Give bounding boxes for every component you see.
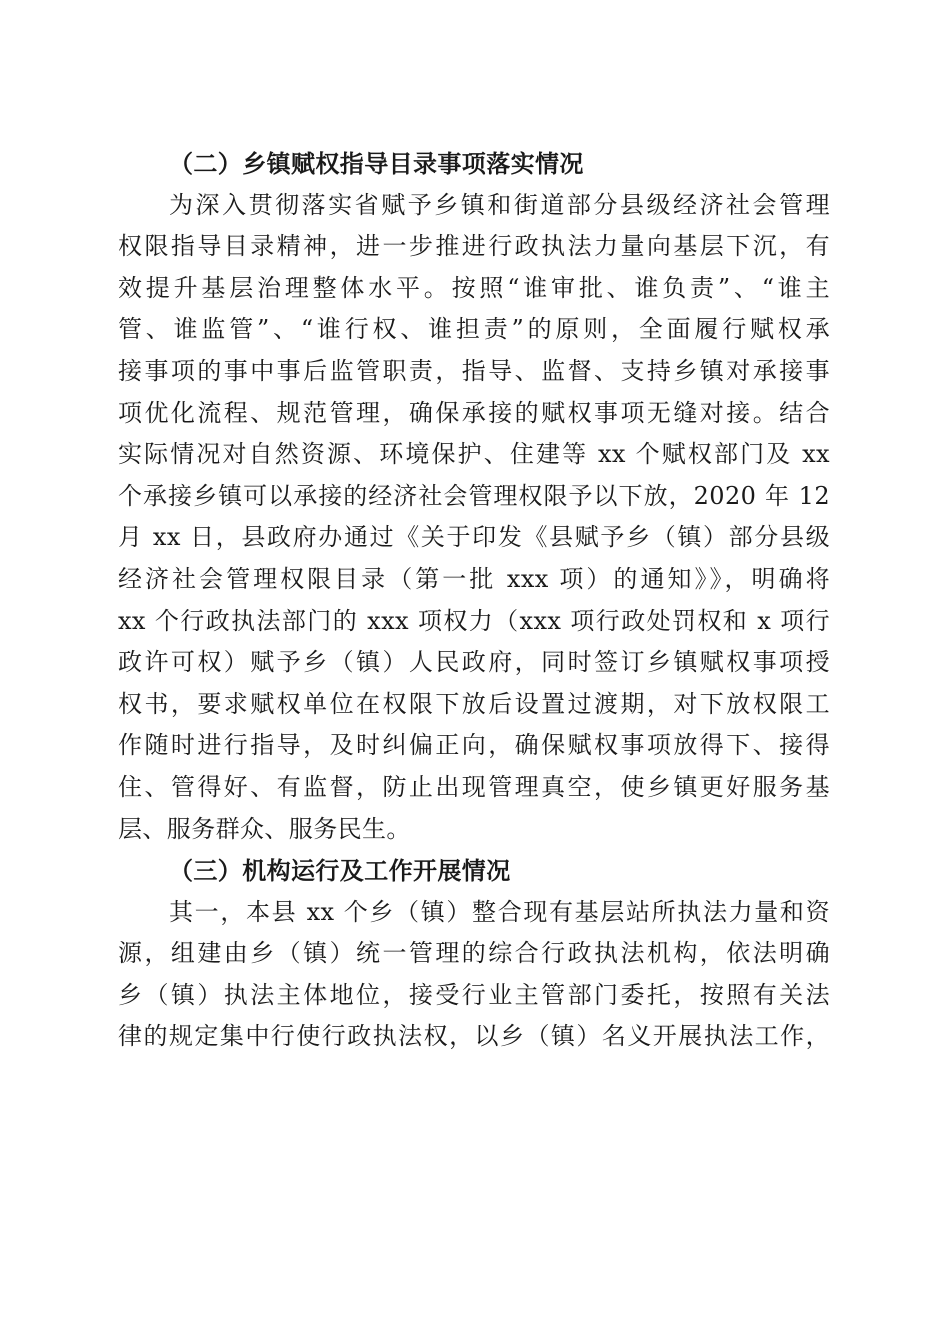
paragraph-line: 效提升基层治理整体水平。按照“谁审批、谁负责”、“谁主: [118, 273, 830, 302]
paragraph-line: 政许可权）赋予乡（镇）人民政府，同时签订乡镇赋权事项授: [118, 648, 830, 677]
section-3-heading: （三）机构运行及工作开展情况: [169, 856, 511, 886]
paragraph-line: 项优化流程、规范管理，确保承接的赋权事项无缝对接。结合: [118, 398, 830, 427]
paragraph-line: 权书，要求赋权单位在权限下放后设置过渡期，对下放权限工: [118, 689, 830, 718]
paragraph-line: 乡（镇）执法主体地位，接受行业主管部门委托，按照有关法: [118, 980, 830, 1009]
paragraph-line: 权限指导目录精神，进一步推进行政执法力量向基层下沉，有: [118, 232, 830, 261]
paragraph-line: 实际情况对自然资源、环境保护、住建等 xx 个赋权部门及 xx: [118, 440, 830, 469]
paragraph-line: 个承接乡镇可以承接的经济社会管理权限予以下放，2020 年 12: [118, 481, 830, 510]
document-body: [118, 143, 830, 1058]
paragraph-line: 源，组建由乡（镇）统一管理的综合行政执法机构，依法明确: [118, 939, 830, 968]
paragraph-line: 管、谁监管”、“谁行权、谁担责”的原则，全面履行赋权承: [118, 315, 830, 344]
paragraph-line: 律的规定集中行使行政执法权，以乡（镇）名义开展执法工作，: [118, 1022, 830, 1051]
paragraph-line: 经济社会管理权限目录（第一批 xxx 项）的通知》》，明确将: [118, 564, 830, 593]
paragraph-line: 住、管得好、有监督，防止出现管理真空，使乡镇更好服务基: [118, 772, 830, 801]
paragraph-line: 月 xx 日，县政府办通过《关于印发《县赋予乡（镇）部分县级: [118, 523, 830, 552]
paragraph-line: 接事项的事中事后监管职责，指导、监督、支持乡镇对承接事: [118, 356, 830, 385]
paragraph-line: 层、服务群众、服务民生。: [118, 814, 411, 843]
section-2-heading: （二）乡镇赋权指导目录事项落实情况: [169, 149, 584, 178]
paragraph-line: 其一，本县 xx 个乡（镇）整合现有基层站所执法力量和资: [169, 897, 830, 926]
paragraph-line: 作随时进行指导，及时纠偏正向，确保赋权事项放得下、接得: [118, 731, 830, 760]
paragraph-line: 为深入贯彻落实省赋予乡镇和街道部分县级经济社会管理: [169, 190, 830, 219]
paragraph-line: xx 个行政执法部门的 xxx 项权力（xxx 项行政处罚权和 x 项行: [118, 606, 830, 635]
